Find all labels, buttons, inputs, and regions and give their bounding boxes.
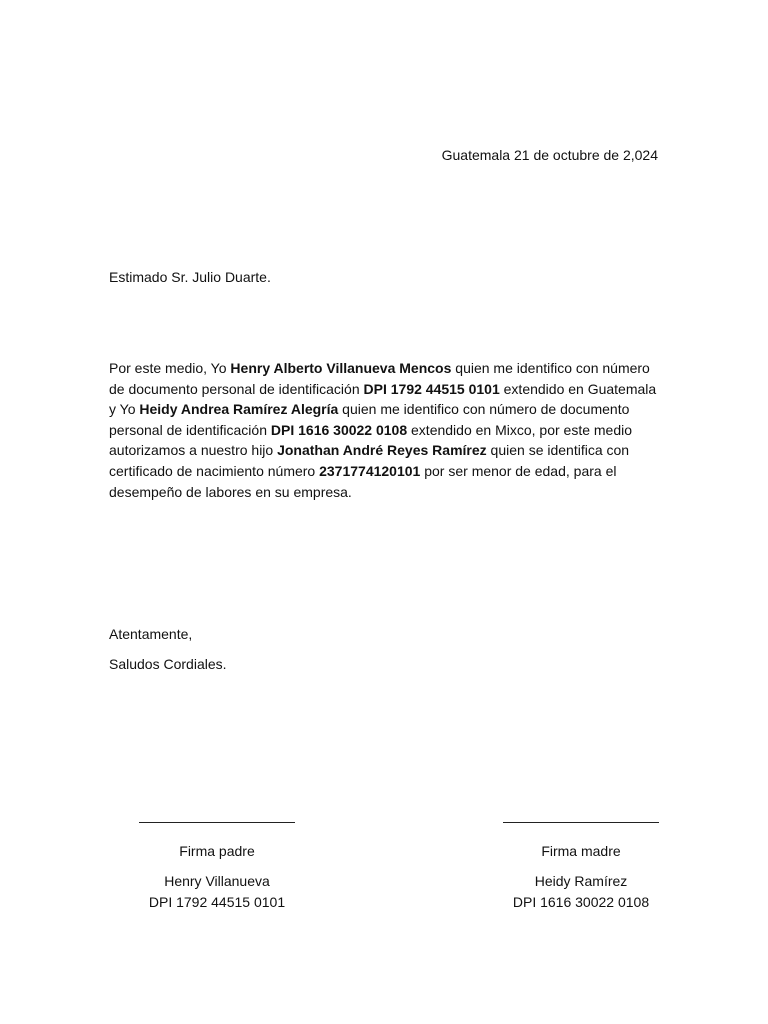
child-name: Jonathan André Reyes Ramírez <box>277 442 487 459</box>
parent1-dpi: DPI 1792 44515 0101 <box>363 380 500 397</box>
body-text-segment: Por este medio, Yo <box>109 360 231 376</box>
body-text-segment: quien me identifico con número de documento personal de identificación <box>109 360 650 397</box>
body-text-segment: quien me identifico con número de documento personal de identificación <box>109 401 630 438</box>
letter-date: Guatemala 21 de octubre de 2,024 <box>441 147 658 163</box>
closing-atentamente: Atentamente, <box>109 626 193 642</box>
father-signature-name: Henry Villanueva <box>164 873 270 889</box>
mother-signature-block <box>481 808 681 912</box>
mother-signature-dpi: DPI 1616 30022 0108 <box>512 893 650 910</box>
father-signature-caption: Firma padre <box>179 843 255 859</box>
body-text-segment: quien se identifica con certificado de nacimiento número <box>109 442 630 479</box>
father-signature-line <box>139 822 295 823</box>
body-text-segment: por ser menor de edad, para el desempeño de labores en su empresa. <box>109 462 617 500</box>
body-text-segment: extendido en Guatemala y Yo <box>109 380 657 418</box>
father-signature-block <box>117 808 317 912</box>
body-text-segment: extendido en Mixco, por este medio autorizamos a nuestro hijo <box>109 421 633 459</box>
parent2-name: Heidy Andrea Ramírez Alegría <box>139 401 339 418</box>
mother-signature-line <box>503 822 659 823</box>
mother-signature-caption: Firma madre <box>541 843 621 859</box>
mother-signature-name: Heidy Ramírez <box>534 873 628 889</box>
birth-certificate-number: 2371774120101 <box>319 462 421 479</box>
parent2-dpi: DPI 1616 30022 0108 <box>270 421 408 438</box>
letter-greeting: Estimado Sr. Julio Duarte. <box>109 269 271 285</box>
letter-body <box>109 358 659 502</box>
parent1-name: Henry Alberto Villanueva Mencos <box>230 360 452 376</box>
closing-saludos: Saludos Cordiales. <box>109 656 227 672</box>
father-signature-dpi: DPI 1792 44515 0101 <box>148 893 286 910</box>
